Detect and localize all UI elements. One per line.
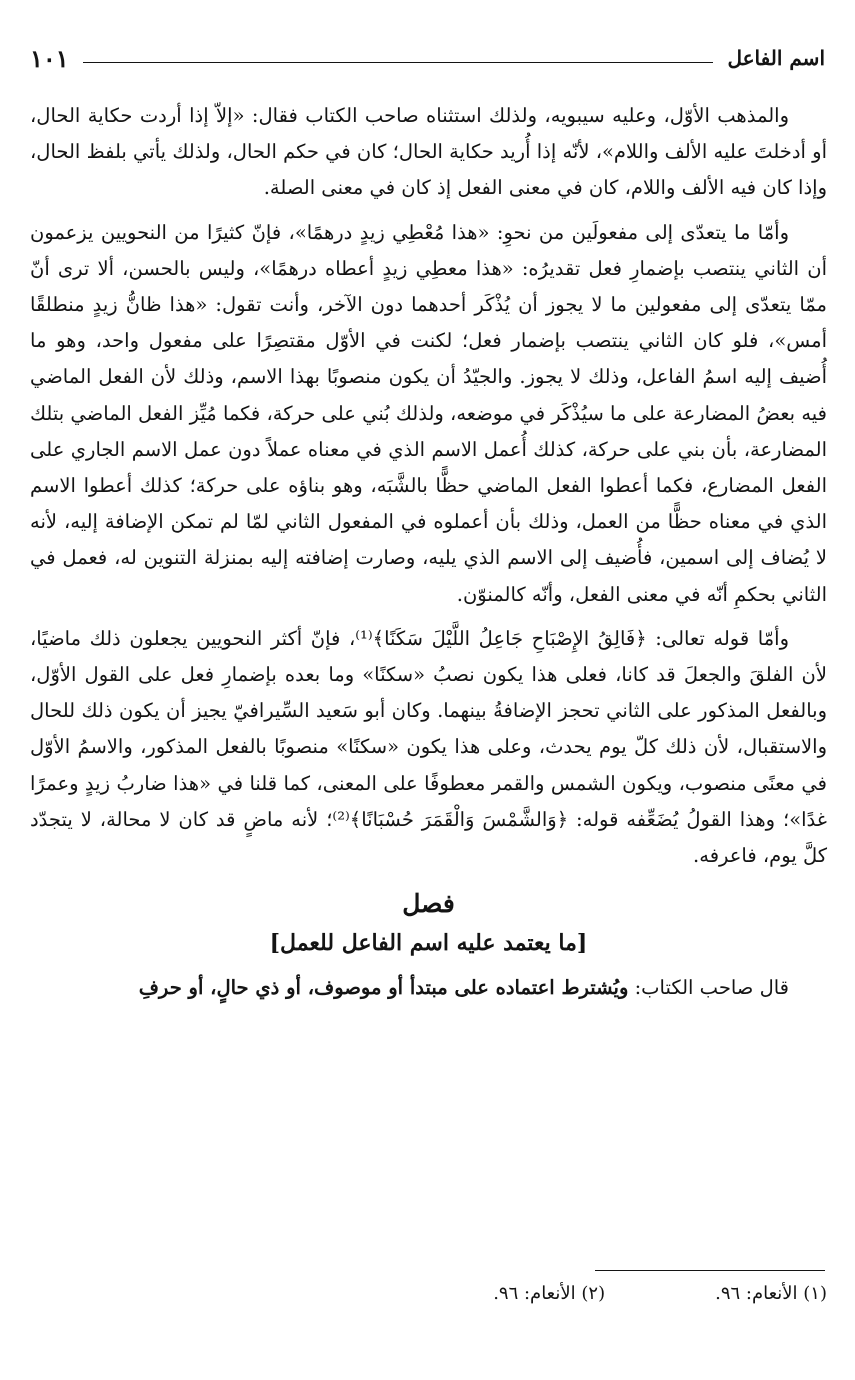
footnotes bbox=[30, 1283, 827, 1304]
paragraph-1: والمذهب الأوّل، وعليه سيبويه، ولذلك استثناه صاحب الكتاب فقال: «إلاّ إذا أردت حكاية الحال، أو أدخلتَ عليه الألف واللام»، لأنّه إذا أُريد حكاية الحال؛ كان في حكم الحال، ولذلك يأتي بلفظ الحال، وإذا كان فيه الألف واللام، كان في معنى الفعل إذ كان في معنى الصلة. bbox=[30, 104, 827, 200]
running-head: اسم الفاعل bbox=[727, 46, 825, 70]
footnote-1: (١) الأنعام: ٩٦. bbox=[715, 1283, 827, 1304]
footnote-rule bbox=[595, 1270, 825, 1271]
section-subtitle: [ما يعتمد عليه اسم الفاعل للعمل] bbox=[269, 930, 588, 957]
paragraph-3: وأمّا قوله تعالى: ﴿فَالِقُ الإِصْبَاحِ جَاعِلُ اللَّيْلَ سَكَنًا﴾⁽¹⁾، فإنّ أكثر النحويين يجعلون ذلك ماضيًا، لأن الفلقَ والجعلَ قد كانا، فعلى هذا يكون نصبُ «سكنًا» وما بعده بإضمارِ فعل على القول الأوّل، وبالفعل المذكور على الثاني تحجز الإضافةُ بينهما. وكان أبو سَعيد السِّيرافيّ يجيز أن يكون ذلك للحال والاستقبال، لأن ذلك كلّ يوم يحدث، وعلى هذا يكون «سكنًا» منصوبًا بالفعل المذكور، والاسمُ الأوّل في معنًى منصوب، ويكون الشمس والقمر معطوفًا على المعنى، كما قلنا في «هذا ضاربُ زيدٍ وعمرًا غدًا»؛ وهذا القولُ يُضَعِّفه قوله: ﴿وَالشَّمْسَ وَالْقَمَرَ حُسْبَانًا﴾⁽²⁾؛ لأنه ماضٍ قد كان لا محالة، لا يتجدّد كلَّ يوم، فاعرفه. bbox=[30, 626, 827, 868]
section-title: فصل bbox=[402, 889, 455, 919]
paragraph-4-bold: ويُشترط اعتماده على مبتدأ أو موصوف، أو ذي حالٍ، أو حرفِ bbox=[138, 976, 629, 1000]
paragraph-4 bbox=[30, 970, 827, 1006]
header-rule bbox=[83, 62, 714, 63]
footnote-2: (٢) الأنعام: ٩٦. bbox=[493, 1283, 606, 1304]
page-header bbox=[30, 40, 825, 76]
paragraph-4-intro: قال صاحب الكتاب: bbox=[628, 976, 789, 1000]
main-text bbox=[30, 98, 827, 1014]
page-number: ١٠١ bbox=[30, 43, 69, 73]
paragraph-2: وأمّا ما يتعدّى إلى مفعولَين من نحوِ: «هذا مُعْطِي زيدٍ درهمًا»، فإنّ كثيرًا من النحويين يزعمون أن الثاني ينتصب بإضمارِ فعل تقديرُه: «هذا معطِي زيدٍ أعطاه درهمًا»، وليس بالحسن، ألا ترى أنّ ممّا يتعدّى إلى مفعولين ما لا يجوز أن يُذْكَر أحدهما دون الآخر، وأنت تقول: «هذا ظانُّ زيدٍ منطلقًا أمس»، فلو كان الثاني ينتصب بإضمار فعل؛ لكنت في الأوّل مقتصِرًا على مفعول واحد، وهو ما أُضيف إليه اسمُ الفاعل، وذلك لا يجوز. والجيّدُ أن يكون منصوبًا بهذا الاسم، وذلك لأن الفعل الماضي فيه بعضُ المضارعة على ما سيُذْكَر في موضعه، ولذلك بُني على حركة، فكما مُيِّز الفعل الماضي بتلك المضارعة، بأن بني على حركة، كذلك أُعمل الاسم الذي في معناه عملاً دون عمل الاسم الجاري على الفعل المضارع، فكما أعطوا الفعل الماضي حظًّا بالشَّبَه، وهو بناؤه على حركة؛ كذلك أعطوا الاسم الذي في معناه حظًّا من العمل، وذلك بأن أعملوه في المفعول الثاني لمّا لم تمكن الإضافة إليه، لأنه لا يُضاف إلى اسمين، فأُضيف إلى الاسم الذي يليه، وصارت إضافته إليه بمنزلة التنوين له، فعمل في الثاني بحكمِ أنّه في معنى الفعل، وأنّه كالمنوّن. bbox=[30, 220, 827, 606]
